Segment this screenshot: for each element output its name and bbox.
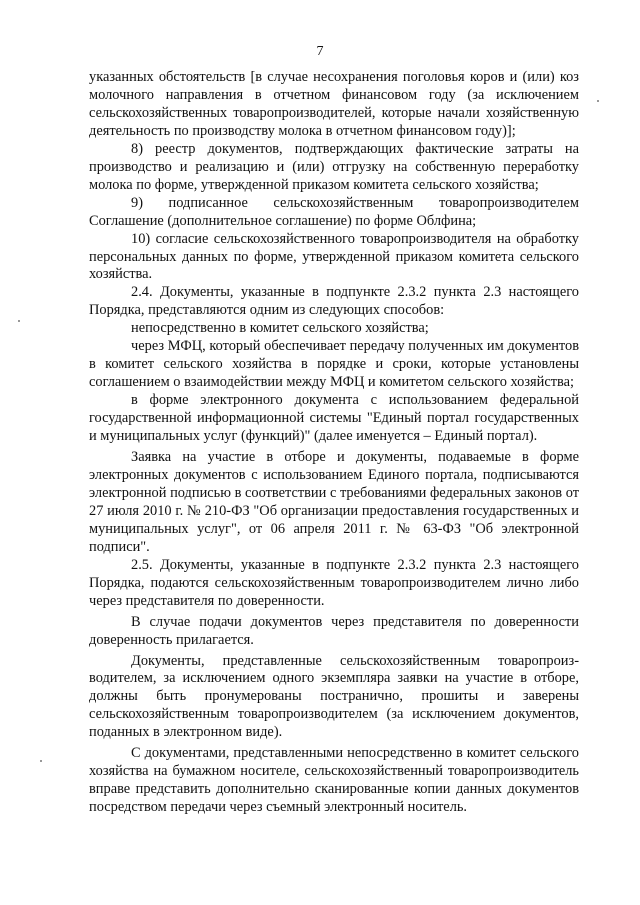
page-number: 7 (316, 44, 324, 59)
scan-speck (597, 100, 599, 102)
paragraph-2-5: 2.5. Документы, указанные в подпункте 2.3.2 пункта 2.3 настоящего Порядка, подаются сельскохозяйственным товаропроизводителем лично либо через представителя по доверенности. (89, 556, 579, 609)
paragraph-scanned-copies: С документами, представленными непосредственно в комитет сельского хозяйства на бумажном носителе, сельскохозяйственный товаропроизводитель вправе представить дополнительно сканированные копии данных документов посредством передачи через съемный электронный носитель. (89, 745, 579, 816)
paragraph-numbering: Документы, представленные сельскохозяйственным товаропроизводителем, за исключением одного экземпляра заявки на участие в отборе, должны быть пронумерованы постранично, прошиты и заверены сельскохозяйственным товаропроизводителем (за исключением документов, поданных в электронном виде). (89, 652, 579, 741)
paragraph-electronic-signature: Заявка на участие в отборе и документы, подаваемые в форме электронных документов с использованием Единого портала, подписываются электронной подписью в соответствии с требованиями федеральных законов от 27 июля 2010 г. № 210-ФЗ "Об организации предоставления государственных и муниципальных услуг", от 06 апреля 2011 г. № 63-ФЗ "Об электронной подписи". (89, 449, 579, 555)
paragraph-item-9: 9) подписанное сельскохозяйственным товаропроизводителем Соглашение (дополнительное соглашение) по форме Облфина; (89, 194, 579, 229)
paragraph-method-mfc: через МФЦ, который обеспечивает передачу полученных им документов в комитет сельского хозяйства в порядке и сроки, которые установлены соглашением о взаимодействии между МФЦ и комитетом сельского хозяйства; (89, 338, 579, 391)
paragraph-item-10: 10) согласие сельскохозяйственного товаропроизводителя на обработку персональных данных по форме, утвержденной приказом комитета сельского хозяйства. (89, 230, 579, 283)
paragraph-method-direct: непосредственно в комитет сельского хозяйства; (131, 320, 429, 337)
paragraph-proxy: В случае подачи документов через представителя по доверенности доверенность прилагается. (89, 613, 579, 648)
document-body (89, 69, 579, 817)
paragraph-method-electronic: в форме электронного документа с использованием федеральной государственной информационной системы "Единый портал государственных и муниципальных услуг (функций)" (далее именуется – Единый портал). (89, 392, 579, 445)
scan-speck (18, 320, 20, 322)
paragraph-2-4: 2.4. Документы, указанные в подпункте 2.3.2 пункта 2.3 настоящего Порядка, представляются одним из следующих способов: (89, 284, 579, 319)
paragraph-item-8: 8) реестр документов, подтверждающих фактические затраты на производство и реализацию и (или) отгрузку на собственную переработку молока по форме, утвержденной приказом комитета сельского хозяйства; (89, 140, 579, 193)
scan-speck (40, 760, 42, 762)
paragraph-continuation: указанных обстоятельств [в случае несохранения поголовья коров и (или) коз молочного направления в отчетном финансовом году (за исключением сельскохозяйственных товаропроизводителей, которые начали хозяйственную деятельность по производству молока в отчетном финансовом году)]; (89, 69, 579, 139)
